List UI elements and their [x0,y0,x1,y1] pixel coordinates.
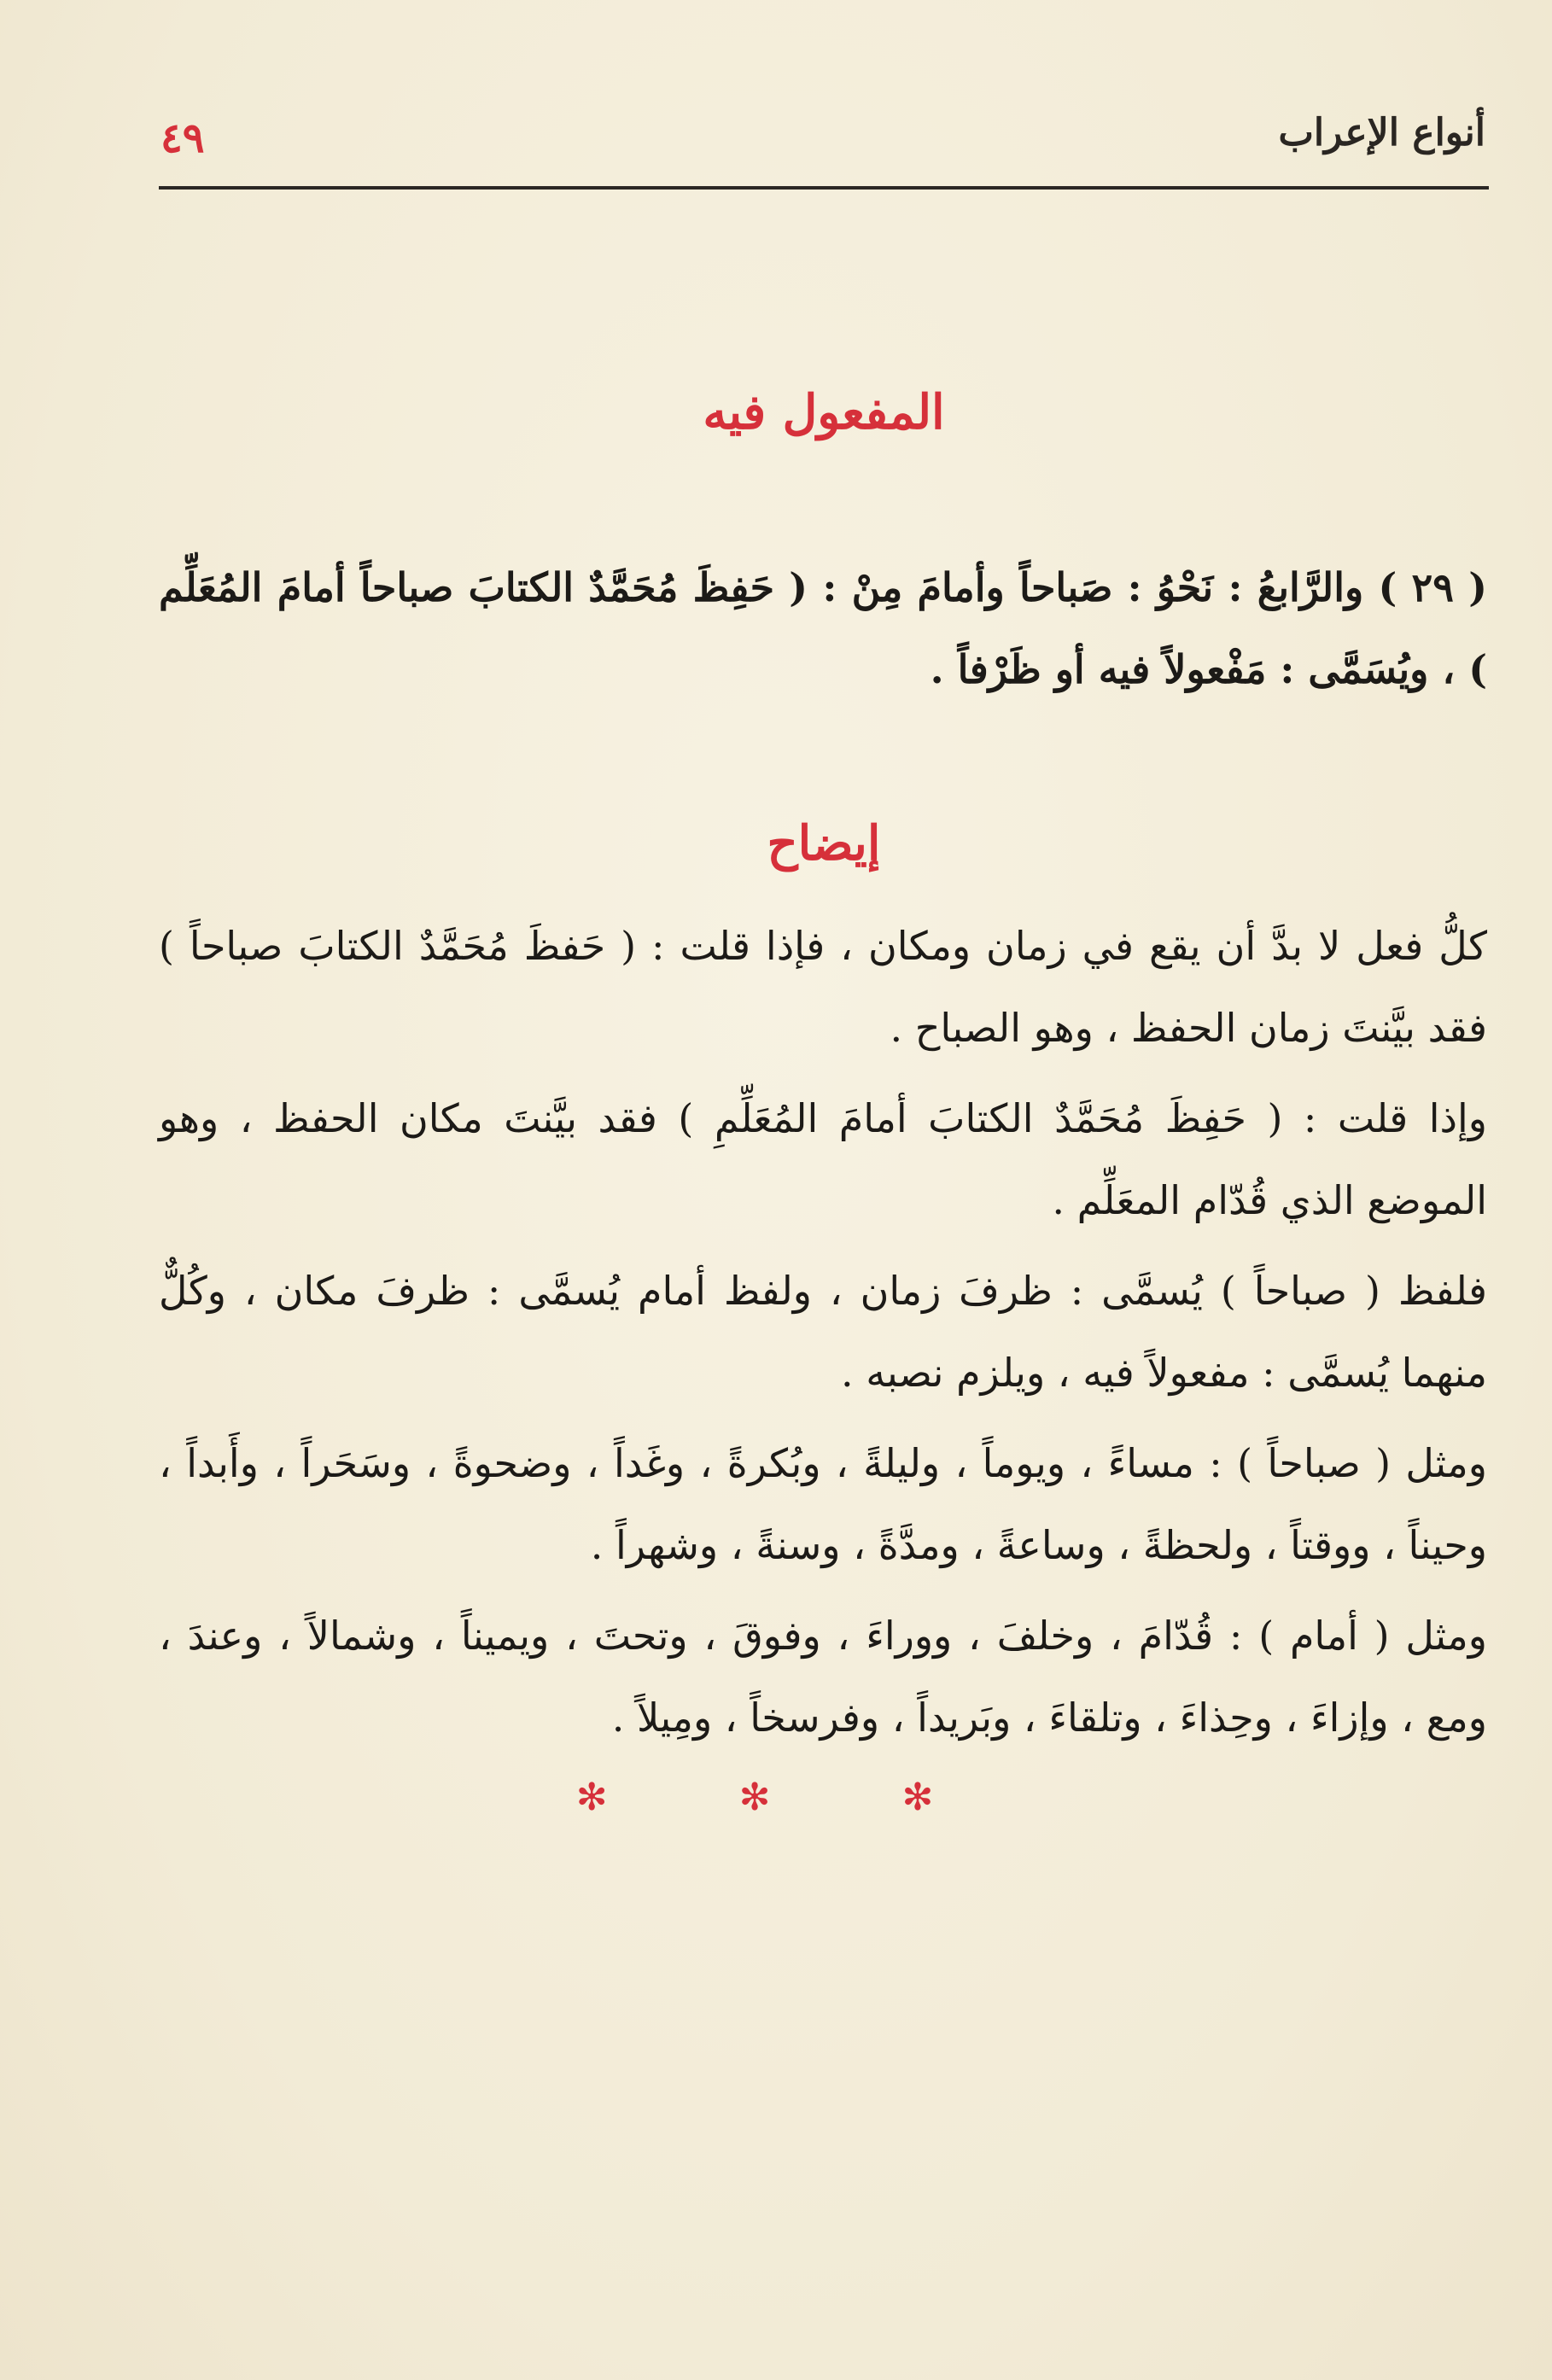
running-head-title: أنواع الإعراب [1278,111,1485,155]
header-divider [159,186,1489,190]
page-number: ٤٩ [160,114,205,162]
explanation-paragraph-2: وإذا قلت : ( حَفِظَ مُحَمَّدٌ الكتابَ أمامَ المُعَلِّمِ ) فقد بيَّنتَ مكان الحفظ ، وهو الموضع الذي قُدّام المعَلِّم . [159,1095,1487,1223]
examples-time-paragraph: ومثل ( صباحاً ) : مساءً ، ويوماً ، وليلةً ، وبُكرةً ، وغَداً ، وضحوةً ، وسَحَراً ، وأَبداً ، وحيناً ، ووقتاً ، ولحظةً ، وساعةً ، ومدَّةً ، وسنةً ، وشهراً . [159,1440,1487,1568]
page-header [160,102,1485,188]
section-end-ornament [0,1776,1552,1819]
examples-place-paragraph: ومثل ( أمام ) : قُدّامَ ، وخلفَ ، ووراءَ ، وفوقَ ، وتحتَ ، ويميناً ، وشمالاً ، وعندَ ، ومع ، وإزاءَ ، وحِذاءَ ، وتلقاءَ ، وبَريداً ، وفرسخاً ، ومِيلاً . [159,1613,1487,1741]
explanation-paragraph-1: كلُّ فعل لا بدَّ أن يقع في زمان ومكان ، فإذا قلت : ( حَفظَ مُحَمَّدٌ الكتابَ صباحاً ) فقد بيَّنتَ زمان الحفظ ، وهو الصباح . [159,923,1487,1051]
explanation-paragraph-3: فلفظ ( صباحاً ) يُسمَّى : ظرفَ زمان ، ولفظ أمام يُسمَّى : ظرفَ مكان ، وكُلٌّ منهما يُسمَّى : مفعولاً فيه ، ويلزم نصبه . [159,1268,1487,1396]
explanation-title: إيضاح [767,815,881,872]
asterisk-ornament-icon: ✻ [575,1776,651,1819]
asterisk-ornament-icon: ✻ [901,1776,977,1819]
rule-text: ( ٢٩ ) والرَّابعُ : نَحْوُ : صَباحاً وأمامَ مِنْ : ( حَفِظَ مُحَمَّدٌ الكتابَ صباحاً أمامَ المُعَلِّم ) ، ويُسَمَّى : مَفْعولاً فيه أو ظَرْفاً . [159,564,1488,692]
asterisk-ornament-icon: ✻ [738,1776,814,1819]
section-title: المفعول فيه [703,384,945,440]
